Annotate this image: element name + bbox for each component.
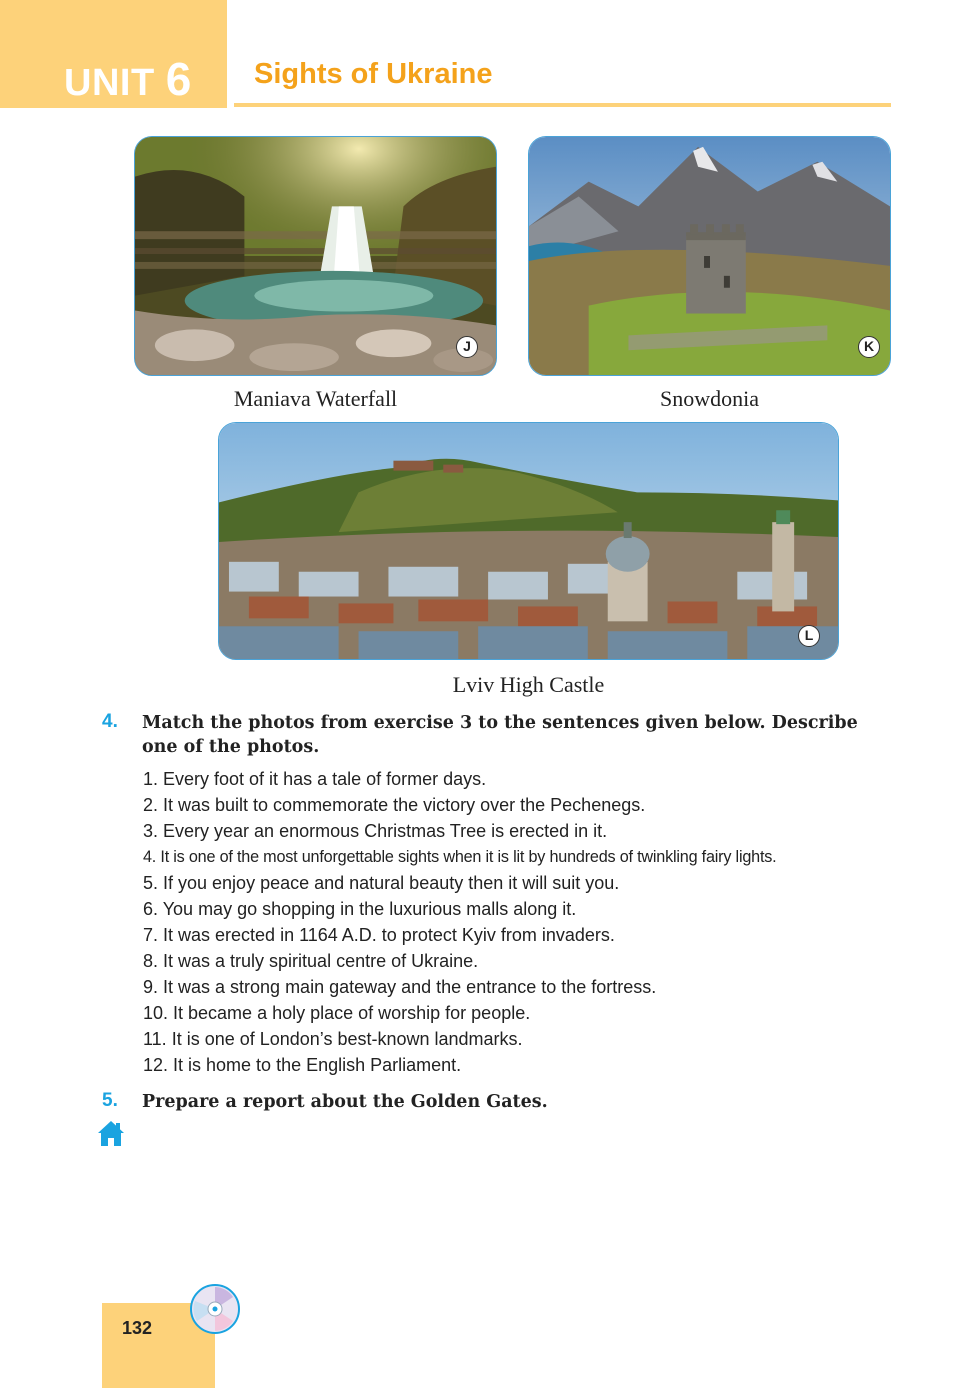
unit-label [64,52,192,106]
waterfall-illustration [135,137,496,375]
exercise-4-instruction [142,711,858,759]
title-underline [234,103,891,107]
caption-lviv-high-castle: Lviv High Castle [452,672,605,697]
list-item: 9. It was a strong main gateway and the entrance to the fortress. [143,977,657,997]
list-item: 5. If you enjoy peace and natural beauty then it will suit you. [143,873,620,893]
exercise-5-number: 5. [102,1090,118,1111]
lviv-illustration [219,423,838,659]
photo-lviv-high-castle [218,422,839,660]
list-item: 10. It became a holy place of worship for people. [143,1003,531,1023]
exercise-4-instruction-line-1: Match the photos from exercise 3 to the sentences given below. Describe [142,713,858,733]
list-item: 3. Every year an enormous Christmas Tree is erected in it. [143,821,608,841]
list-item: 2. It was built to commemorate the victory over the Pechenegs. [143,795,646,815]
caption-maniava-waterfall: Maniava Waterfall [233,386,398,411]
list-item: 4. It is one of the most unforgettable sights when it is lit by hundreds of twinkling fairy lights. [143,848,777,866]
exercise-4-instruction-line-2: one of the photos. [142,737,320,757]
caption-snowdonia: Snowdonia [660,386,759,411]
photo-maniava-waterfall [134,136,497,376]
list-item: 11. It is one of London’s best-known landmarks. [143,1029,523,1049]
list-item: 1. Every foot of it has a tale of former days. [143,769,487,789]
snowdonia-illustration [529,137,890,375]
exercise-5-instruction: Prepare a report about the Golden Gates. [142,1092,548,1112]
unit-word: UNIT [64,62,155,104]
photo-badge-l: L [798,625,820,647]
cd-icon [189,1283,241,1335]
page-title: Sights of Ukraine [254,58,493,90]
sentence-list [143,767,776,1079]
photo-snowdonia [528,136,891,376]
list-item: 7. It was erected in 1164 A.D. to protect Kyiv from invaders. [143,925,615,945]
list-item: 12. It is home to the English Parliament. [143,1055,462,1075]
photo-badge-k: K [858,336,880,358]
home-icon [96,1118,126,1148]
photo-badge-j: J [456,336,478,358]
unit-number: 6 [165,53,192,105]
page-number: 132 [122,1318,153,1338]
list-item: 8. It was a truly spiritual centre of Ukraine. [143,951,479,971]
list-item: 6. You may go shopping in the luxurious malls along it. [143,899,577,919]
exercise-4-number: 4. [102,711,118,732]
